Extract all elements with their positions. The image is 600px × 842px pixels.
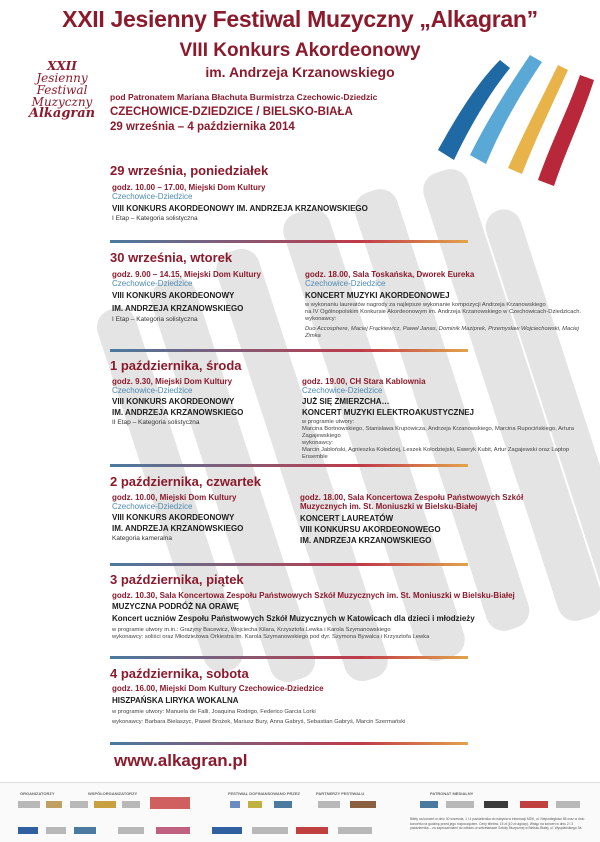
day-section bbox=[110, 474, 524, 545]
sponsor-logo bbox=[274, 801, 292, 808]
event-place: Czechowice-Dziedzice bbox=[112, 192, 193, 201]
event-detail: Marcina Bortnowskiego, Stanisława Krupowicza, Andrzeja Krzanowskiego, Marcina Rupocińskiego, Artura Zagajewskiego bbox=[302, 426, 574, 439]
event-time-line2: Muzycznych im. St. Moniuszki w Bielsku-Białej bbox=[300, 502, 478, 511]
ticket-info: Bilety na koncert w dniu 30 września, 1 i 4 października do nabycia w informacji MDK, ul. Niepodległości 65 oraz w dniu koncertu na godzinę przed jego rozpoczęciem. Ceny biletów: 15 zł (10 zł ulgowy). Wstęp na koncert w dniu 2 i 3 października – za zaproszeniami do odbioru w sekretariacie Szkoły Muzycznej w Bielsku-Białej, ul. Wyspiańskiego 3a. bbox=[410, 817, 585, 830]
sponsor-logo bbox=[520, 801, 548, 808]
sponsor-logo bbox=[318, 801, 340, 808]
event-title: MUZYCZNA PODRÓŻ NA ORAWĘ bbox=[112, 602, 239, 611]
event-time: godz. 9.30, Miejski Dom Kultury bbox=[112, 377, 233, 386]
sponsor-logo bbox=[296, 827, 328, 834]
divider bbox=[110, 349, 468, 352]
event-time: godz. 18.00, Sala Koncertowa Zespołu Państwowych Szkół bbox=[300, 493, 524, 502]
event-time: godz. 16.00, Miejski Dom Kultury Czechowice-Dziedzice bbox=[112, 684, 324, 693]
event-detail: w programie utwory: Manuela de Falli, Joaquina Rodrigo, Federico Garcia Lorki bbox=[112, 709, 316, 715]
sponsor-logo bbox=[484, 801, 508, 808]
event-title: VIII KONKURS AKORDEONOWY bbox=[112, 397, 235, 406]
sponsor-logo bbox=[248, 801, 262, 808]
sponsor-logo bbox=[446, 801, 474, 808]
event-time: godz. 9.00 – 14.15, Miejski Dom Kultury bbox=[112, 270, 261, 279]
day-section bbox=[110, 358, 574, 460]
sponsor-logo bbox=[150, 797, 190, 809]
event-detail: w wykonaniu laureatów nagrody za najlepsze wykonanie kompozycji Andrzeja Krzanowskiego bbox=[305, 302, 546, 308]
divider bbox=[110, 240, 468, 243]
day-section bbox=[110, 666, 470, 725]
sponsor-logo bbox=[74, 827, 96, 834]
sponsor-logo bbox=[18, 801, 40, 808]
event-title-line2: IM. ANDRZEJA KRZANOWSKIEGO bbox=[112, 524, 244, 533]
day-section bbox=[110, 572, 580, 640]
patronage: pod Patronatem Mariana Błachuta Burmistrza Czechowic-Dziedzic bbox=[110, 92, 378, 102]
logo-line: Muzyczny bbox=[31, 95, 93, 109]
event-place: Czechowice-Dziedzice bbox=[112, 386, 193, 395]
event-note: II Etap – Kategoria solistyczna bbox=[112, 419, 200, 426]
event bbox=[112, 270, 297, 323]
festival-dates: 29 września – 4 października 2014 bbox=[110, 121, 295, 133]
event-title: KONCERT LAUREATÓW bbox=[300, 514, 394, 523]
logo-line: XXII bbox=[47, 59, 77, 73]
day-heading: 30 września, wtorek bbox=[110, 250, 233, 265]
website-link[interactable]: www.alkagran.pl bbox=[114, 751, 248, 770]
contest-title: VIII Konkurs Akordeonowy bbox=[179, 40, 421, 61]
sponsor-logo bbox=[70, 801, 88, 808]
sponsor-logo bbox=[556, 801, 580, 808]
event-detail: Marcin Jabłoński, Agnieszka Kołodziej, Leszek Kołodziejski, Eweryk Kubit, Artur Zagajewski oraz Laptop Ensemble bbox=[302, 447, 570, 460]
sponsor-logo bbox=[350, 801, 376, 808]
sponsor-logo bbox=[18, 827, 38, 834]
sponsor-logo bbox=[252, 827, 288, 834]
event bbox=[112, 377, 297, 426]
logo-line: Jesienny bbox=[36, 71, 88, 85]
event-detail: wykonawcy: bbox=[302, 440, 334, 446]
sponsor-logo bbox=[156, 827, 190, 834]
event-title-line2: IM. ANDRZEJA KRZANOWSKIEGO bbox=[112, 408, 244, 417]
divider bbox=[110, 656, 468, 659]
event-note: I Etap – Kategoria solistyczna bbox=[112, 316, 198, 323]
event-title: JUŻ SIĘ ZMIERZCHA… bbox=[302, 397, 390, 406]
event-title: VIII KONKURS AKORDEONOWY IM. ANDRZEJA KRZANOWSKIEGO bbox=[112, 204, 368, 213]
logo-line: Festiwal bbox=[36, 83, 88, 97]
sponsor-logo bbox=[338, 827, 372, 834]
event-place: Czechowice-Dziedzice bbox=[302, 386, 383, 395]
day-heading: 4 października, sobota bbox=[110, 666, 249, 681]
sponsor-logo bbox=[46, 801, 62, 808]
event bbox=[305, 270, 585, 340]
event-title-line2: KONCERT MUZYKI ELEKTROAKUSTYCZNEJ bbox=[302, 408, 475, 417]
event-title: VIII KONKURS AKORDEONOWY bbox=[112, 513, 235, 522]
event-place: Czechowice-Dziedzice bbox=[112, 279, 193, 288]
event-time: godz. 19.00, CH Stara Kablownia bbox=[302, 377, 426, 386]
event bbox=[112, 684, 472, 726]
event-detail: na IV Ogólnopolskim Konkursie Akordeonowym im. Andrzeja Krzanowskiego w Czechowicach-Dziedzicach. bbox=[305, 309, 582, 315]
sponsor-logo bbox=[212, 827, 242, 834]
event-title-line2: Koncert uczniów Zespołu Państwowych Szkół Muzycznych w Katowicach dla dzieci i młodzieży bbox=[112, 614, 475, 623]
event-detail: wykonawcy: soliści oraz Młodzieżowa Orkiestra im. Karola Szymanowskiego pod dyr. Szymona Bywalca i Krzysztofa Lewka bbox=[112, 634, 430, 640]
day-heading: 3 października, piątek bbox=[110, 572, 244, 587]
sponsor-logo bbox=[94, 801, 116, 808]
event-detail: wykonawcy: bbox=[305, 316, 337, 322]
event bbox=[112, 183, 467, 222]
divider bbox=[110, 742, 468, 745]
sponsor-logo bbox=[230, 801, 240, 808]
event-time: godz. 10.00 – 17.00, Miejski Dom Kultury bbox=[112, 183, 266, 192]
sponsor-label: PARTNERZY FESTIWALU bbox=[316, 791, 365, 796]
day-heading: 29 września, poniedziałek bbox=[110, 163, 269, 178]
sponsor-label: PATRONAT MEDIALNY bbox=[430, 791, 474, 796]
sponsor-label: FESTIWAL DOFINANSOWANO PRZEZ bbox=[228, 791, 300, 796]
event-detail: Duo Accosphere, Maciej Frąckiewicz, Paweł Janas, Dominik Maziprek, Przemysław Wojciechowski, Maciej Zimka bbox=[305, 326, 579, 339]
day-section bbox=[110, 250, 582, 339]
event-time: godz. 18.00, Sala Toskańska, Dworek Eureka bbox=[305, 270, 475, 279]
sponsor-logo bbox=[122, 801, 140, 808]
divider bbox=[110, 563, 468, 566]
event-note: I Etap – Kategoria solistyczna bbox=[112, 215, 198, 222]
event-place: Czechowice-Dziedzice bbox=[305, 279, 386, 288]
event-title-line3: IM. ANDRZEJA KRZANOWSKIEGO bbox=[300, 536, 432, 545]
contest-patron-name: im. Andrzeja Krzanowskiego bbox=[205, 64, 395, 80]
event-title-line2: IM. ANDRZEJA KRZANOWSKIEGO bbox=[112, 304, 244, 313]
sponsors-footer bbox=[0, 782, 600, 842]
sponsor-logo bbox=[420, 801, 438, 808]
sponsor-label: ORGANIZATORZY bbox=[20, 791, 55, 796]
event-place: Czechowice-Dziedzice bbox=[112, 502, 193, 511]
logo-line: Alkagran bbox=[28, 106, 96, 121]
sponsor-label: WSPÓŁORGANIZATORZY bbox=[88, 791, 138, 796]
cities: CZECHOWICE-DZIEDZICE / BIELSKO-BIAŁA bbox=[110, 106, 353, 118]
event-detail: w programie utwory m.in.: Grażyny Bacewicz, Wojciecha Kilara, Krzysztofa Lewka i Karola Szymanowskiego bbox=[112, 627, 391, 633]
event-title: VIII KONKURS AKORDEONOWY bbox=[112, 291, 235, 300]
event-detail: wykonawcy: Barbara Bielaszyc, Paweł Brożek, Mariusz Bury, Anna Gabryś, Sebastian Gabryś, Marcin Szermański bbox=[112, 719, 406, 725]
event bbox=[300, 493, 590, 545]
event-time: godz. 10.30, Sala Koncertowa Zespołu Państwowych Szkół Muzycznych im. St. Moniuszki w Bielsku-Białej bbox=[112, 591, 515, 600]
alkagran-logo bbox=[16, 60, 108, 140]
event-title-line2: VIII KONKURSU AKORDEONOWEGO bbox=[300, 525, 441, 534]
day-heading: 2 października, czwartek bbox=[110, 474, 262, 489]
event-title: HISZPAŃSKA LIRYKA WOKALNA bbox=[112, 696, 239, 705]
event-note: Kategoria kameralna bbox=[112, 535, 172, 542]
divider bbox=[110, 464, 468, 467]
day-section bbox=[110, 163, 470, 222]
event-detail: w programie utwory: bbox=[302, 419, 355, 425]
event bbox=[112, 493, 292, 542]
day-heading: 1 października, środa bbox=[110, 358, 242, 373]
event bbox=[112, 591, 582, 641]
event-title: KONCERT MUZYKI AKORDEONOWEJ bbox=[305, 291, 450, 300]
event-time: godz. 10.00, Miejski Dom Kultury bbox=[112, 493, 237, 502]
event bbox=[302, 377, 592, 461]
festival-title: XXII Jesienny Festiwal Muzyczny „Alkagran” bbox=[62, 6, 538, 32]
sponsor-logo bbox=[46, 827, 66, 834]
sponsor-logo bbox=[118, 827, 144, 834]
